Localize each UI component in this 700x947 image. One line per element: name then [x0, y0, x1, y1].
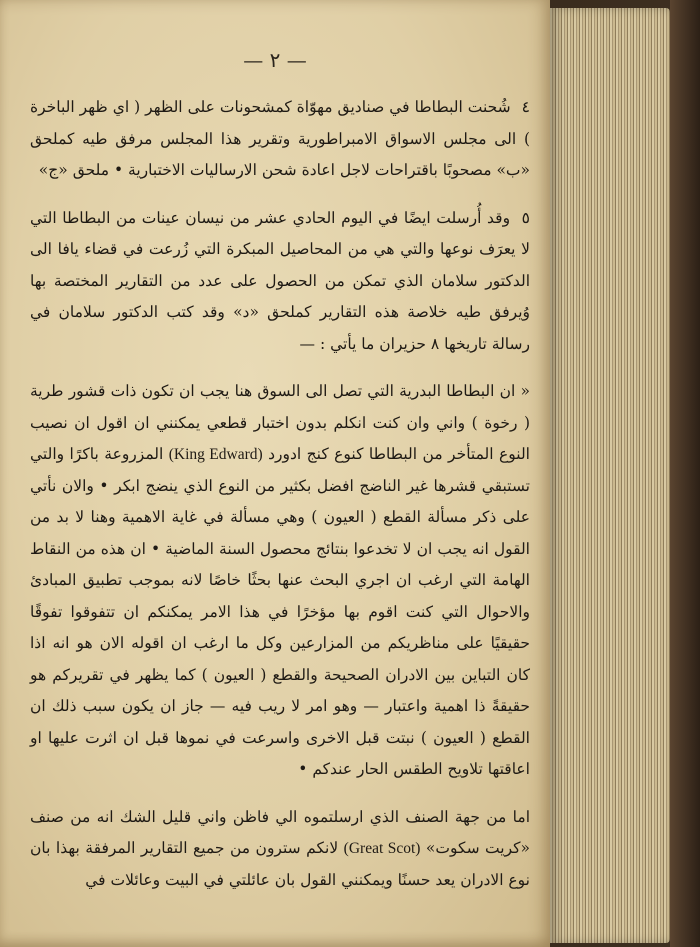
paragraph-number: ٤: [521, 98, 530, 116]
paragraph-text: لانكم سترون من جميع التقارير المرفقة بهذا بان نوع الادران يعد حسنًا ويمكنني القول بان عائلتي في البيت وعائلات في: [30, 839, 530, 889]
paragraph-number: ٥: [521, 208, 530, 227]
variety-paragraph: [30, 802, 530, 897]
paragraph-text: شُحنت البطاطا في صناديق مهوّاة كمشحونات على الظهر ( اي ظهر الباخرة ) الى مجلس الاسواق الامبراطورية وتقرير هذا المجلس مرفق طيه كملحق «ب» مصحوبًا باقتراحات لاجل اعادة شحن الارساليات الاختبارية • ملحق «ج»: [30, 98, 530, 179]
quoted-letter-paragraph: [30, 376, 530, 786]
latin-variety-name: (Great Scot): [343, 840, 421, 857]
paragraph-text: « ان البطاطا البدرية التي تصل الى السوق هنا يجب ان تكون ذات قشور طرية ( رخوة ) واني وان كنت انكلم بدون اختبار قطعي يمكنني ان اقول ان نصيب النوع المتأخر من البطاطا كنوع كنج ادورد: [30, 382, 530, 463]
book-cover-edge: [670, 0, 700, 947]
latin-variety-name: (King Edward): [168, 446, 263, 463]
page-number: — ٢ —: [243, 48, 307, 72]
paragraph-text: اما من جهة الصنف الذي ارسلتموه الي فاظن واني قليل الشك انه من صنف «كريت سكوت»: [30, 807, 530, 857]
paragraph-4: [30, 92, 530, 187]
book-fore-edge: [550, 8, 670, 943]
paragraph-text: وقد أُرسلت ايضًا في اليوم الحادي عشر من نيسان عينات من البطاطا التي لا يعرَف نوعها والتي هي من المحاصيل المبكرة التي زُرعت في قضاء يافا الى الدكتور سلامان الذي تمكن من الحصول على عدد من التقارير المختصة بها وُيرفق طيه خلاصة هذه التقارير كملحق «د» وقد كتب الدكتور سلامان في رسالة تاريخها ٨ حزيران ما يأتي : —: [30, 208, 530, 353]
paragraph-text: المزروعة باكرًا والتي تستبقي قشرها غير الناضج افضل بكثير من النوع الذي ينضج ابكر • والان نأتي على ذكر مسألة القطع ( العيون ) وهي مسألة في غاية الاهمية وهنا لا بد من القول انه يجب ان لا تخدعوا بنتائج محصول السنة الماضية • ان هذه من النقاط الهامة التي ارغب ان اجري البحث عنها بحثًا خاصًا لانه بموجب تطبيق المبادئ والاحوال التي كنت اقوم بها مؤخرًا في هذا الامر يمكنكم ان تتفوقوا تفوقًا حقيقيًا على مناظريكم من المزارعين وكل ما ارغب ان اقوله الان هو انه اذا كان التباين بين الادران الصحيحة والقطع ( العيون ) كما يظهر في تقريركم هو حقيقةً ذا اهمية واعتبار — وهو امر لا ريب فيه — جاز ان يكون سبب ذلك ان القطع ( العيون ) نبتت قبل الاخرى واسرعت في نموها قبل ان اثرت عليها او اعاقتها تلاويح الطقس الحار عندكم •: [30, 445, 530, 778]
body-text: [30, 92, 530, 896]
paragraph-5: [30, 203, 530, 361]
